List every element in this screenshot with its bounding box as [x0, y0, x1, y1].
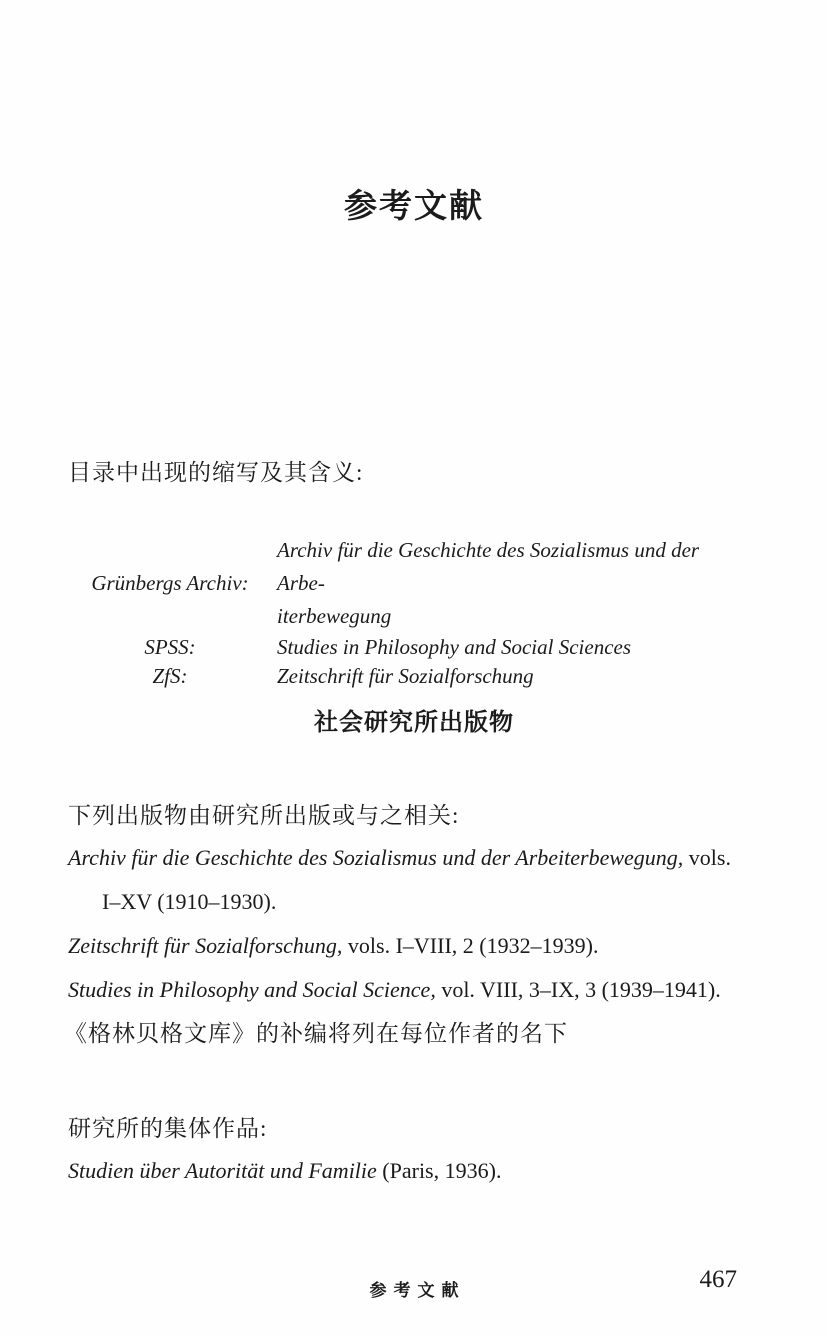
bibliography-entry	[68, 968, 760, 1012]
entry-detail: vols.	[683, 845, 731, 870]
abbreviation-label: Grünbergs Archiv:	[91, 571, 249, 595]
bibliography-entries	[64, 836, 760, 1056]
abbreviation-row	[90, 534, 750, 633]
entry-detail: vol. VIII, 3–IX, 3 (1939–1941).	[435, 977, 721, 1002]
abbreviation-definition	[277, 534, 750, 633]
abbreviation-definition: Zeitschrift für Sozialforschung	[277, 664, 534, 688]
bibliography-entry-note: 《格林贝格文库》的补编将列在每位作者的名下	[64, 1021, 568, 1046]
abbreviation-definition: Studies in Philosophy and Social Sciences	[277, 635, 632, 659]
entry-title: Archiv für die Geschichte des Sozialismus und der Arbeiterbewegung,	[68, 845, 684, 870]
page-number: 467	[699, 1266, 737, 1293]
running-footer-title: 参考文献	[369, 1281, 466, 1300]
bibliography-entry	[68, 836, 760, 880]
publications-intro: 下列出版物由研究所出版或与之相关:	[68, 803, 460, 828]
entry-title: Zeitschrift für Sozialforschung,	[68, 933, 343, 958]
entry-title: Studien über Autorität und Familie	[68, 1158, 377, 1183]
bibliography-entry	[68, 924, 760, 968]
abbreviation-row	[90, 633, 750, 662]
abbreviations-table	[90, 534, 750, 691]
collective-works-heading: 研究所的集体作品:	[68, 1116, 268, 1141]
definition-line: Archiv für die Geschichte des Sozialismus und der Arbe-	[277, 538, 700, 595]
publications-section-heading: 社会研究所出版物	[314, 710, 514, 736]
page-title: 参考文献	[344, 189, 484, 225]
abbreviation-row	[90, 662, 750, 691]
abbreviation-label: SPSS:	[144, 635, 196, 659]
entry-detail: (Paris, 1936).	[376, 1158, 502, 1183]
entry-detail: vols. I–VIII, 2 (1932–1939).	[342, 933, 599, 958]
definition-line: iterbewegung	[277, 604, 392, 628]
collective-works-entry	[68, 1158, 501, 1184]
bibliography-entry-continuation: I–XV (1910–1930).	[102, 889, 277, 914]
entry-title: Studies in Philosophy and Social Science,	[68, 977, 436, 1002]
abbreviations-intro: 目录中出现的缩写及其含义:	[68, 460, 364, 485]
abbreviation-label: ZfS:	[152, 664, 188, 688]
